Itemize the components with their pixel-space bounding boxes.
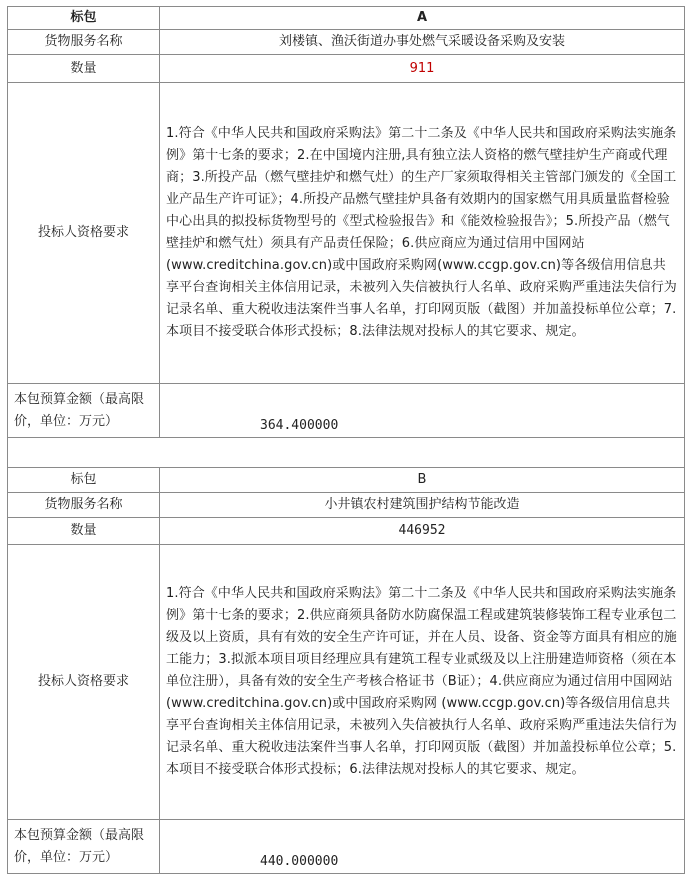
package-b-requirements-label: 投标人资格要求 (8, 545, 160, 820)
procurement-table (7, 6, 685, 874)
package-b-quantity-label: 数量 (8, 518, 160, 545)
package-a-budget-label: 本包预算金额（最高限价，单位：万元） (8, 384, 160, 438)
package-a-header-row (8, 7, 685, 30)
package-b-goods-row (8, 493, 685, 518)
package-b-header-row (8, 468, 685, 493)
package-a-requirements-text: 1.符合《中华人民共和国政府采购法》第二十二条及《中华人民共和国政府采购法实施条例》第十七条的要求；2.在中国境内注册,具有独立法人资格的燃气壁挂炉生产商或代理商；3.所投产品（燃气壁挂炉和燃气灶）的生产厂家须取得相关主管部门颁发的《全国工业产品生产许可证》；4.所投产品燃气壁挂炉具备有效期内的国家燃气用具质量监督检验中心出具的拟投标货物型号的《型式检验报告》和《能效检验报告》；5.所投产品（燃气壁挂炉和燃气灶）须具有产品责任保险；6.供应商应为通过信用中国网站(www.creditchina.gov.cn)或中国政府采购网(www.ccgp.gov.cn)等各级信用信息共享平台查询相关主体信用记录，未被列入失信被执行人名单、政府采购严重违法失信行为记录名单、重大税收违法案件当事人名单，打印网页版（截图）并加盖投标单位公章；7.本项目不接受联合体形式投标；8.法律法规对投标人的其它要求、规定。 (160, 83, 685, 384)
package-b-requirements-row (8, 545, 685, 820)
package-a-package-value: A (160, 7, 685, 30)
package-b-goods-value: 小井镇农村建筑围护结构节能改造 (160, 493, 685, 518)
package-b-package-label: 标包 (8, 468, 160, 493)
package-b-quantity-value: 446952 (160, 518, 685, 545)
package-b-budget-value: 440.000000 (160, 820, 685, 874)
package-b-budget-label: 本包预算金额（最高限价，单位：万元） (8, 820, 160, 874)
package-b-goods-label: 货物服务名称 (8, 493, 160, 518)
spacer-cell (8, 438, 685, 468)
package-a-quantity-row (8, 55, 685, 83)
package-b-budget-row (8, 820, 685, 874)
package-b-requirements-text: 1.符合《中华人民共和国政府采购法》第二十二条及《中华人民共和国政府采购法实施条例》第十七条的要求；2.供应商须具备防水防腐保温工程或建筑装修装饰工程专业承包二级及以上资质，具有有效的安全生产许可证，并在人员、设备、资金等方面具有相应的施工能力；3.拟派本项目项目经理应具有建筑工程专业贰级及以上注册建造师资格（须在本单位注册），具备有效的安全生产考核合格证书（B证）；4.供应商应为通过信用中国网站(www.creditchina.gov.cn)或中国政府采购网 (www.ccgp.gov.cn)等各级信用信息共享平台查询相关主体信用记录，未被列入失信被执行人名单、政府采购严重违法失信行为记录名单、重大税收违法案件当事人名单，打印网页版（截图）并加盖投标单位公章；5.本项目不接受联合体形式投标；6.法律法规对投标人的其它要求、规定。 (160, 545, 685, 820)
package-a-package-label: 标包 (8, 7, 160, 30)
package-a-quantity-label: 数量 (8, 55, 160, 83)
spacer-row (8, 438, 685, 468)
package-b-package-value: B (160, 468, 685, 493)
package-a-budget-value: 364.400000 (160, 384, 685, 438)
package-a-budget-row (8, 384, 685, 438)
package-a-requirements-row (8, 83, 685, 384)
package-b-quantity-row (8, 518, 685, 545)
package-a-goods-row (8, 30, 685, 55)
package-a-quantity-value: 911 (160, 55, 685, 83)
package-a-goods-label: 货物服务名称 (8, 30, 160, 55)
package-a-requirements-label: 投标人资格要求 (8, 83, 160, 384)
package-a-goods-value: 刘楼镇、渔沃街道办事处燃气采暖设备采购及安装 (160, 30, 685, 55)
